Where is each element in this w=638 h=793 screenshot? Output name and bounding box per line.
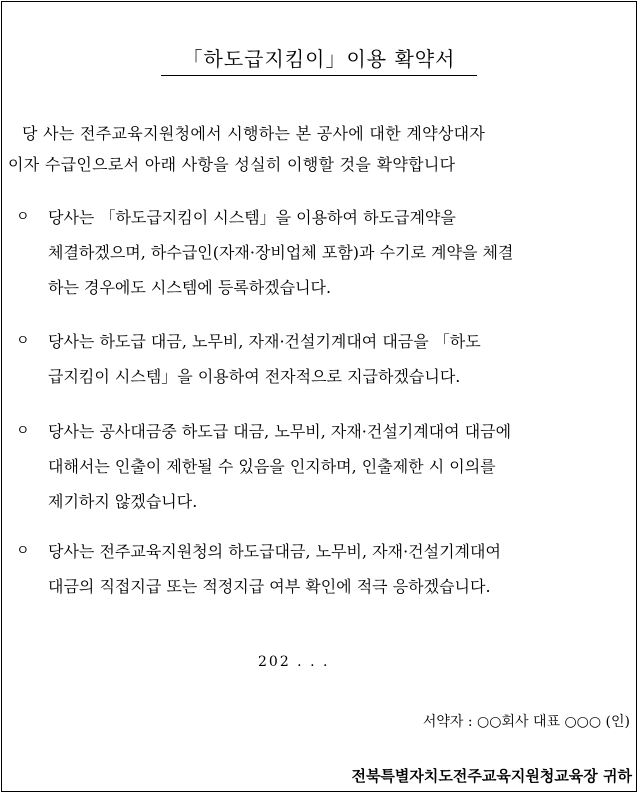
pledge-line: 당사는 「하도급지킴이 시스템」을 이용하여 하도급계약을	[48, 208, 456, 227]
pledge-line: 당사는 전주교육지원청의 하도급대금, 노무비, 자재·건설기계대여	[48, 542, 501, 561]
bullet-marker: ㅇ	[16, 423, 30, 439]
pledge-item-text	[48, 534, 632, 604]
date-line: 202 . . .	[258, 654, 330, 670]
pledge-line: 당사는 하도급 대금, 노무비, 자재·건설기계대여 대금을 「하도	[48, 332, 481, 351]
pledge-line: 대금의 직접지급 또는 적정지급 여부 확인에 적극 응하겠습니다.	[48, 577, 491, 596]
pledge-line: 당사는 공사대금중 하도급 대금, 노무비, 자재·건설기계대여 대금에	[48, 422, 512, 441]
pledge-item-text	[48, 200, 632, 305]
intro-line-1: 당 사는 전주교육지원청에서 시행하는 본 공사에 대한 계약상대자	[22, 124, 486, 143]
document-title: 「하도급지킴이」이용 확약서	[161, 43, 478, 76]
bullet-marker: ㅇ	[16, 333, 30, 349]
pledge-item-text	[48, 414, 632, 519]
pledge-line: 급지킴이 시스템」을 이용하여 전자적으로 지급하겠습니다.	[48, 367, 461, 386]
signer-line: 서약자 : ○○회사 대표 ○○○ (인)	[422, 714, 630, 730]
pledge-line: 하는 경우에도 시스템에 등록하겠습니다.	[48, 278, 332, 297]
addressee-line: 전북특별자치도전주교육지원청교육장 귀하	[351, 767, 632, 785]
intro-paragraph	[8, 118, 634, 180]
pledge-item-text	[48, 324, 632, 394]
document-title-wrap	[0, 43, 638, 76]
bullet-marker: ㅇ	[16, 209, 30, 225]
pledge-line: 대해서는 인출이 제한될 수 있음을 인지하며, 인출제한 시 이의를	[48, 457, 496, 476]
pledge-line: 체결하겠으며, 하수급인(자재·장비업체 포함)과 수기로 계약을 체결	[48, 243, 514, 262]
bullet-marker: ㅇ	[16, 543, 30, 559]
pledge-line: 제기하지 않겠습니다.	[48, 492, 198, 511]
intro-line-2: 이자 수급인으로서 아래 사항을 성실히 이행할 것을 확약합니다	[8, 155, 456, 174]
